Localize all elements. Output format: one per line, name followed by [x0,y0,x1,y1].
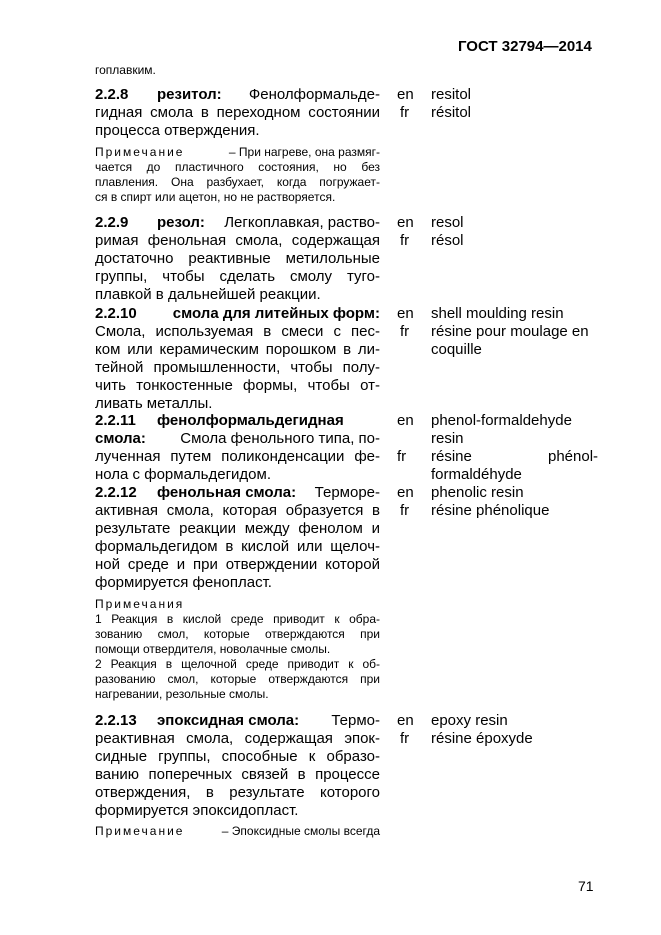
term-number: 2.2.8 [95,86,129,103]
definition-line: формируется эпоксидопласт. [95,802,299,819]
page-number: 71 [578,878,594,894]
definition-line: тейной промышленности, чтобы полу- [95,359,380,376]
lang-code-fr: fr [397,448,407,465]
equivalent-en: phenolic resin [431,484,524,501]
equivalent-fr: coquille [431,341,482,358]
note-label: Примечание [95,824,185,838]
definition-line: Легкоплавкая, раство- [224,214,380,231]
equivalent-en: shell moulding resin [431,305,564,322]
definition-line: плавкой в дальнейшей реакции. [95,286,321,303]
definition-line: формируется фенопласт. [95,574,272,591]
equivalent-fr: résine pour moulage en [431,323,589,340]
lang-code-fr: fr [400,502,410,519]
term-title: смола для литейных форм: [172,305,380,322]
equivalent-en: resitol [431,86,472,103]
definition-line: активная смола, которая образуется в [95,502,380,519]
note-line: нагревании, резольные смолы. [95,687,269,701]
term-number: 2.2.9 [95,214,129,231]
equivalent-fr: résol [431,232,464,249]
continued-text: гоплавким. [95,63,156,77]
term-title: смола: [95,430,146,447]
standard-header: ГОСТ 32794—2014 [458,38,592,55]
equivalent-fr: résitol [431,104,472,121]
note-line: зованию смол, которые отверждаются при [95,627,380,641]
definition-line: Смола фенольного типа, по- [180,430,380,447]
term-title: эпоксидная смола: [157,712,300,729]
definition-line: чить тонкостенные формы, чтобы от- [95,377,380,394]
lang-code-fr: fr [400,104,410,121]
definition-line: лученная путем поликонденсации фе- [95,448,380,465]
definition-line: ванию поперечных связей в процессе [95,766,380,783]
equivalent-fr: phénol- [548,448,599,465]
note-line: ся в спирт или ацетон, но не растворяется. [95,190,336,204]
definition-line: ной среде и при отверждении которой [95,556,380,573]
equivalent-fr: résine [431,448,472,465]
note-line: разованию смол, которые отверждаются при [95,672,380,686]
definition-line: процесса отверждения. [95,122,260,139]
definition-line: реактивная смола, содержащая эпок- [95,730,380,747]
lang-code-fr: fr [400,323,410,340]
note-line: помощи отвердителя, новолачные смолы. [95,642,331,656]
definition-line: ком или керамическим порошком в ли- [95,341,380,358]
lang-code-fr: fr [400,232,410,249]
definition-line: достаточно реактивные метилольные [95,250,380,267]
definition-line: римая фенольная смола, содержащая [95,232,380,249]
term-number: 2.2.10 [95,305,137,322]
lang-code-en: en [397,86,414,103]
lang-code-en: en [397,412,414,429]
note-line: чается до пластичного состояния, но без [95,160,380,174]
note-label: Примечания [95,597,185,611]
definition-line: формальдегидом в кислой или щелоч- [95,538,380,555]
equivalent-fr: formaldéhyde [431,466,522,483]
term-title: фенольная смола: [157,484,297,501]
term-title: резитол: [157,86,222,103]
note-line: 2 Реакция в щелочной среде приводит к об- [95,657,380,671]
equivalent-en: epoxy resin [431,712,508,729]
definition-line: Терморе- [314,484,380,501]
term-number: 2.2.13 [95,712,137,729]
lang-code-fr: fr [400,730,410,747]
definition-line: Смола, используемая в смеси с пес- [95,323,380,340]
equivalent-en: resol [431,214,464,231]
equivalent-en: resin [431,430,464,447]
definition-line: гидная смола в переходном состоянии [95,104,380,121]
definition-line: группы, чтобы сделать смолу туго- [95,268,380,285]
lang-code-en: en [397,484,414,501]
term-title: резол: [157,214,205,231]
definition-line: сидные группы, способные к образо- [95,748,380,765]
term-number: 2.2.11 [95,412,136,429]
definition-line: результате реакции между фенолом и [95,520,380,537]
definition-line: Фенолформальде- [248,86,380,103]
term-title: фенолформальдегидная [157,412,344,429]
note-line: – Эпоксидные смолы всегда [221,824,380,838]
equivalent-fr: résine époxyde [431,730,533,747]
equivalent-fr: résine phénolique [431,502,550,519]
equivalent-en: phenol-formaldehyde [431,412,572,429]
definition-line: нола с формальдегидом. [95,466,271,483]
definition-line: Термо- [331,712,380,729]
lang-code-en: en [397,712,414,729]
note-line: – При нагреве, она размяг- [228,145,380,159]
definition-line: ливать металлы. [95,395,213,412]
note-line: 1 Реакция в кислой среде приводит к обра- [95,612,380,626]
note-label: Примечание [95,145,185,159]
lang-code-en: en [397,214,414,231]
lang-code-en: en [397,305,414,322]
note-line: плавления. Она разбухает, когда погружает- [95,175,380,189]
term-number: 2.2.12 [95,484,137,501]
definition-line: отверждения, в результате которого [95,784,380,801]
